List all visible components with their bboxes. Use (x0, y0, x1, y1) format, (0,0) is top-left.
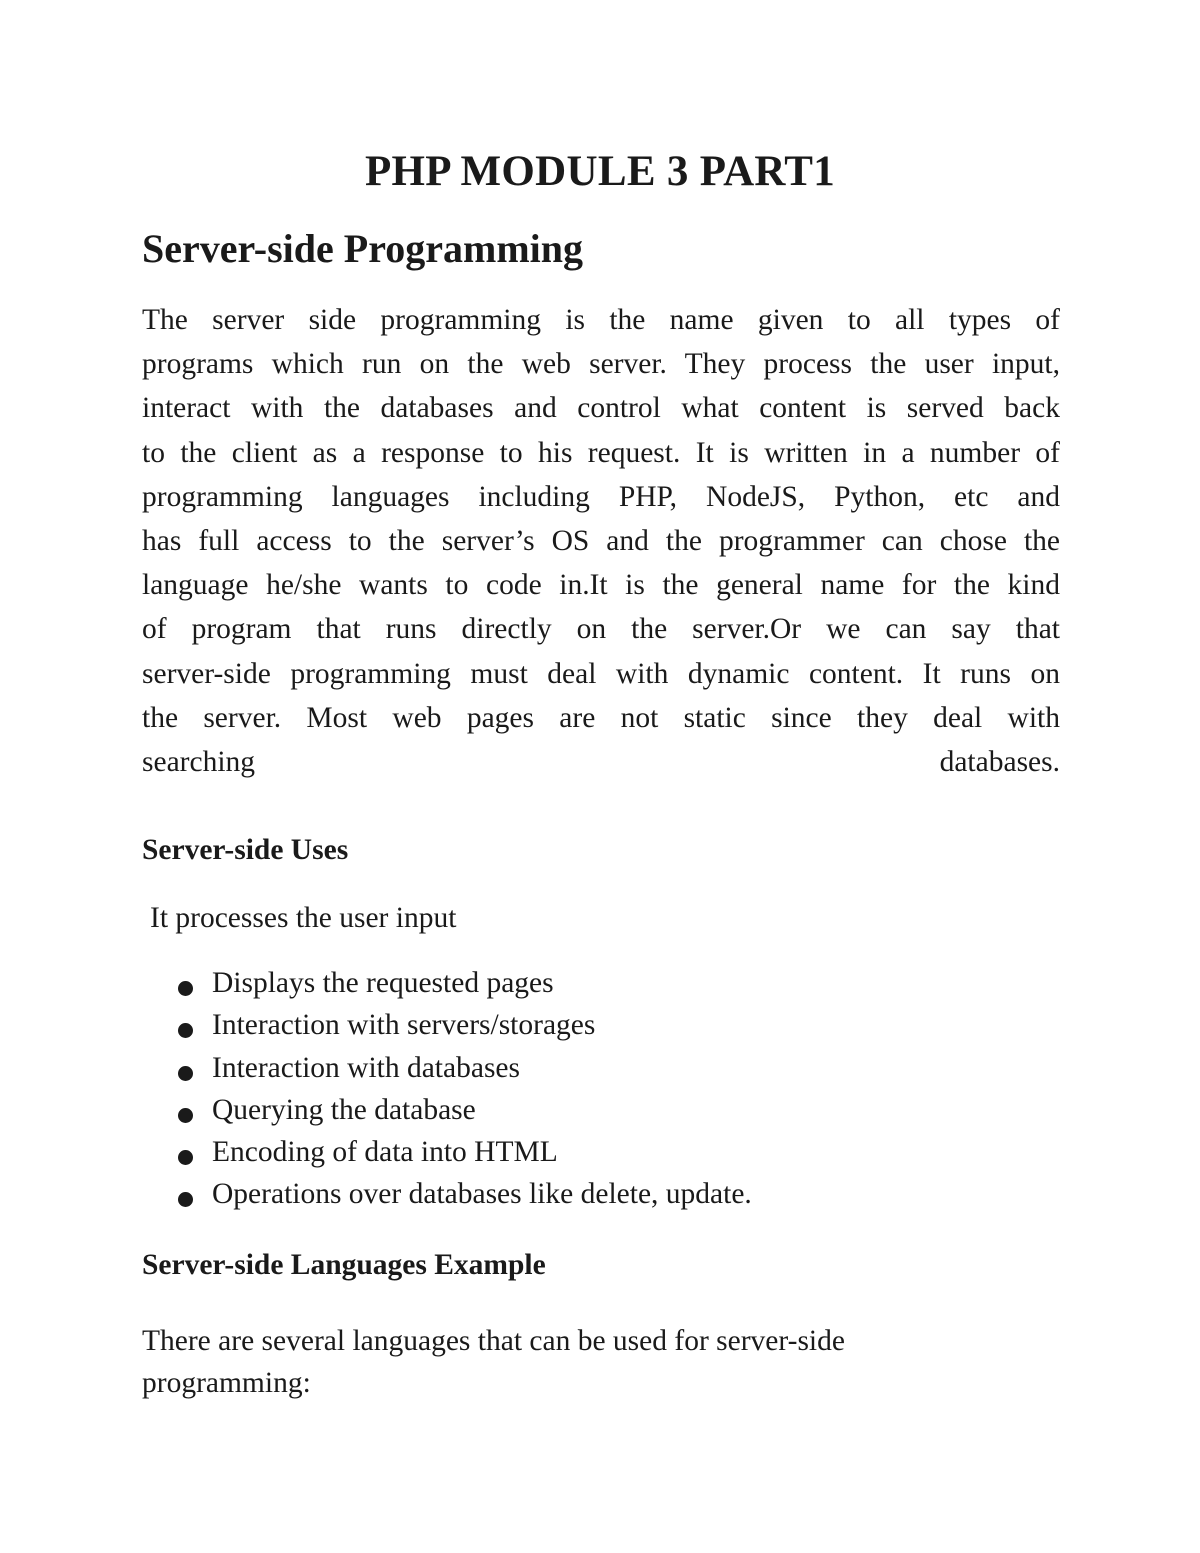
list-item (172, 1004, 752, 1046)
uses-list (172, 962, 752, 1216)
list-item-text: Interaction with databases (212, 1051, 520, 1084)
languages-heading: Server-side Languages Example (142, 1249, 546, 1281)
list-item (172, 1173, 752, 1215)
paragraph-line: The server side programming is the name given to all types of (142, 304, 1060, 336)
languages-intro (142, 1320, 1042, 1404)
paragraph-line: interact with the databases and control what content is served back (142, 392, 1060, 425)
paragraph-line: server-side programming must deal with dynamic content. It runs on (142, 657, 1060, 690)
bullet-icon (178, 981, 193, 996)
document-title: PHP MODULE 3 PART1 (364, 148, 836, 195)
list-item-text: Operations over databases like delete, update. (212, 1178, 752, 1211)
languages-intro-line: There are several languages that can be used for server-side (142, 1325, 845, 1357)
intro-paragraph (142, 298, 1060, 784)
list-item-text: Encoding of data into HTML (212, 1136, 558, 1169)
bullet-icon (178, 1192, 193, 1207)
paragraph-line: of program that runs directly on the server.Or we can say that (142, 613, 1060, 646)
paragraph-line: language he/she wants to code in.It is the general name for the kind (142, 569, 1060, 602)
paragraph-line: the server. Most web pages are not static since they deal with (142, 701, 1060, 734)
paragraph-line: programs which run on the web server. They process the user input, (142, 348, 1060, 381)
list-item (172, 1131, 752, 1173)
bullet-icon (178, 1150, 193, 1165)
list-item (172, 962, 752, 1004)
bullet-icon (178, 1023, 193, 1038)
list-item-text: Displays the requested pages (212, 967, 554, 999)
uses-heading: Server-side Uses (142, 834, 349, 866)
list-item (172, 1047, 752, 1089)
bullet-icon (178, 1066, 193, 1081)
languages-intro-line: programming: (142, 1367, 311, 1399)
paragraph-line: programming languages including PHP, NodeJS, Python, etc and (142, 480, 1060, 513)
uses-intro: It processes the user input (150, 902, 457, 934)
list-item-text: Interaction with servers/storages (212, 1009, 596, 1042)
list-item (172, 1089, 752, 1131)
paragraph-line: to the client as a response to his request. It is written in a number of (142, 436, 1060, 469)
section-heading-server-side-programming: Server-side Programming (142, 226, 583, 271)
paragraph-line: searching databases. (142, 745, 1060, 778)
list-item-text: Querying the database (212, 1093, 476, 1126)
bullet-icon (178, 1108, 193, 1123)
paragraph-line: has full access to the server’s OS and the programmer can chose the (142, 524, 1060, 557)
